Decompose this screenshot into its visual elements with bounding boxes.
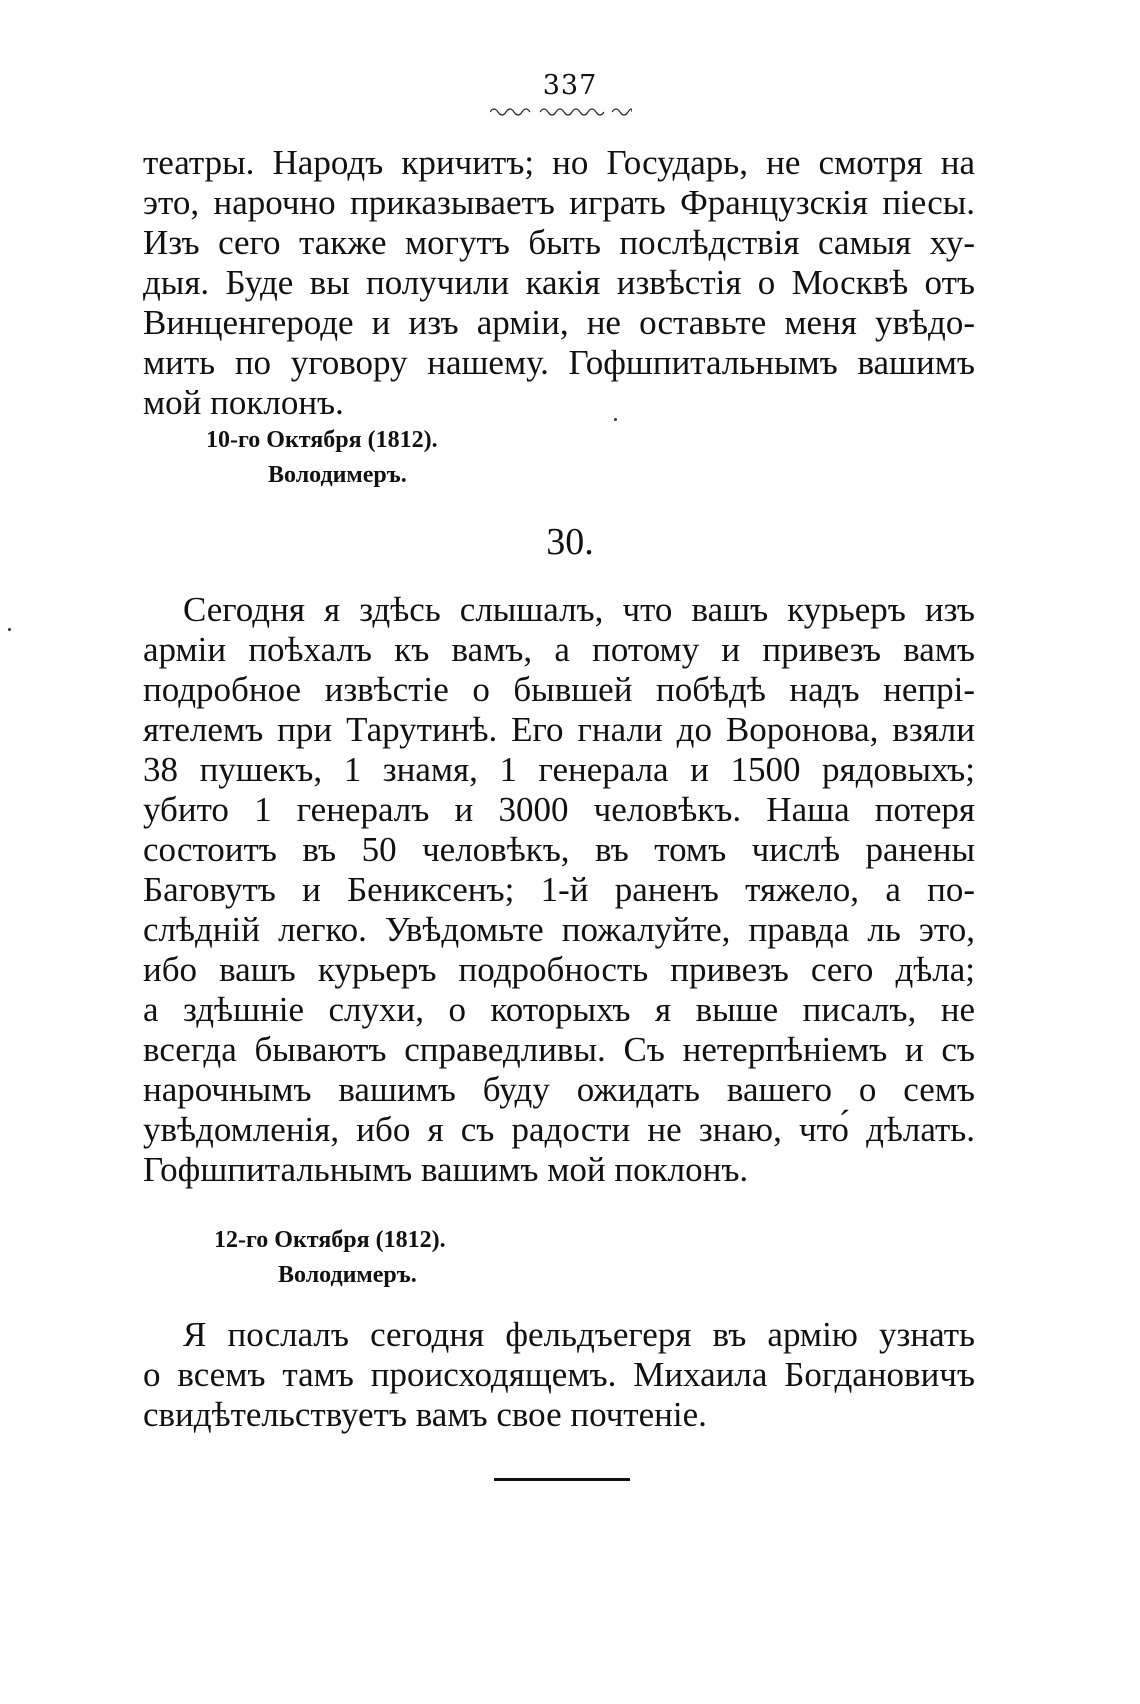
ink-speck (8, 628, 11, 631)
text-line: Сегодня я здѣсь слышалъ, что вашъ курьеръ изъ (183, 590, 975, 629)
letter-date: 12-го Октября (1812). (214, 1227, 446, 1253)
text-line: ибо вашъ курьеръ подробность привезъ сего дѣла; (143, 950, 975, 989)
paragraph-3 (143, 1315, 975, 1435)
text-line: увѣдомленія, ибо я съ радости не знаю, что́ дѣлать. (143, 1110, 975, 1149)
ornament-divider (490, 106, 632, 116)
text-line: Баговутъ и Бениксенъ; 1-й раненъ тяжело, а по- (143, 870, 975, 909)
text-line: театры. Народъ кричитъ; но Государь, не смотря на (143, 143, 975, 182)
text-line: Я послалъ сегодня фельдъегеря въ армію узнать (183, 1315, 975, 1354)
text-line: 38 пушекъ, 1 знамя, 1 генерала и 1500 рядовыхъ; (143, 750, 975, 789)
text-line: Гофшпитальнымъ вашимъ мой поклонъ. (143, 1150, 749, 1189)
text-line: нарочнымъ вашимъ буду ожидать вашего о семъ (143, 1070, 975, 1109)
paragraph-1 (143, 143, 975, 423)
text-line: а здѣшніе слухи, о которыхъ я выше писалъ, не (143, 990, 975, 1029)
text-line: всегда бываютъ справедливы. Съ нетерпѣніемъ и съ (143, 1030, 975, 1069)
text-line: мить по уговору нашему. Гофшпитальнымъ вашимъ (143, 343, 975, 382)
letter-signature: Володимеръ. (268, 462, 407, 488)
ink-speck (614, 418, 617, 421)
page-number: 337 (542, 70, 598, 101)
text-line: это, нарочно приказываетъ играть Французскія піесы. (143, 183, 975, 222)
letter-number: 30. (546, 521, 594, 563)
text-line: арміи поѣхалъ къ вамъ, а потому и привезъ вамъ (143, 630, 975, 669)
closing-rule (494, 1478, 630, 1481)
text-line: убито 1 генералъ и 3000 человѣкъ. Наша потеря (143, 790, 975, 829)
text-line: мой поклонъ. (143, 383, 344, 422)
text-line: состоитъ въ 50 человѣкъ, въ томъ числѣ ранены (143, 830, 975, 869)
text-line: ятелемъ при Тарутинѣ. Его гнали до Воронова, взяли (143, 710, 975, 749)
paragraph-2 (143, 590, 975, 1190)
text-line: свидѣтельствуетъ вамъ свое почтеніе. (143, 1395, 707, 1434)
text-line: дыя. Буде вы получили какія извѣстія о Москвѣ отъ (143, 263, 975, 302)
text-line: слѣдній легко. Увѣдомьте пожалуйте, правда ль это, (143, 910, 975, 949)
text-line: Винценгероде и изъ арміи, не оставьте меня увѣдо- (143, 303, 975, 342)
letter-signature: Володимеръ. (278, 1262, 417, 1288)
text-line: о всемъ тамъ происходящемъ. Михаила Богдановичъ (143, 1355, 975, 1394)
letter-date: 10-го Октября (1812). (206, 427, 438, 453)
text-line: Изъ сего также могутъ быть послѣдствія самыя ху- (143, 223, 975, 262)
text-line: подробное извѣстіе о бывшей побѣдѣ надъ непрі- (143, 670, 975, 709)
